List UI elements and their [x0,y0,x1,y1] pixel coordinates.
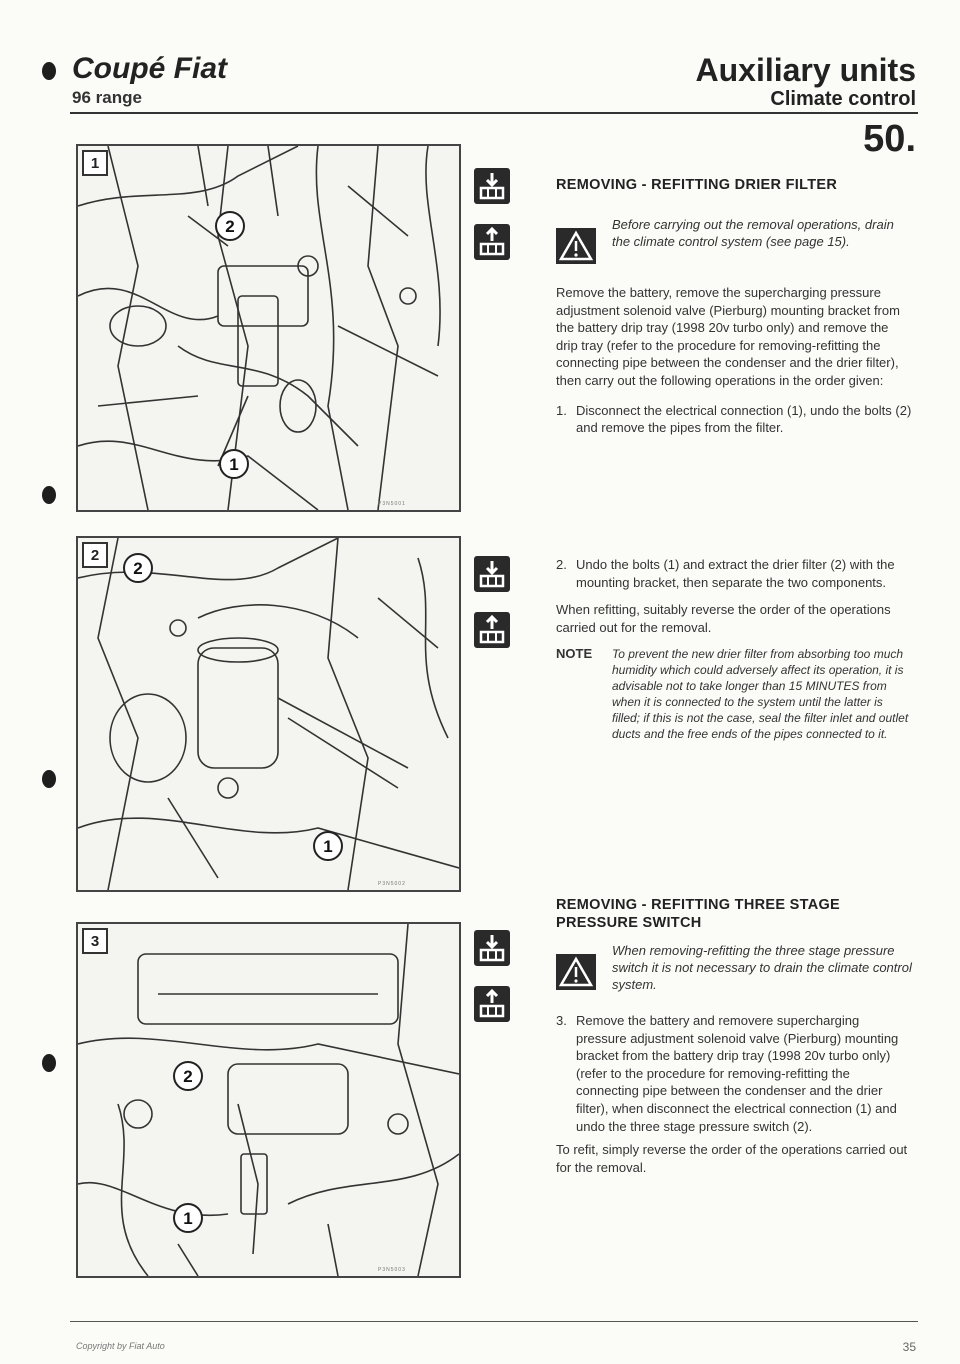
chapter-subtitle: Climate control [770,88,916,110]
chapter-title: Auxiliary units [695,52,916,88]
callout-label: 2 [225,217,235,236]
refit-paragraph: When refitting, suitably reverse the order of the operations carried out for the removal. [556,602,891,635]
page-number: 35 [902,1340,916,1354]
figure-1-illustration [78,146,459,510]
refit-paragraph: To refit, simply reverse the order of the operations carried out for the removal. [556,1142,908,1175]
step-text: Undo the bolts (1) and extract the drier filter (2) with the mounting bracket, then separate the two components. [576,557,895,590]
figure-code: P3N5001 [378,501,406,507]
refitting-icon [474,612,510,648]
binding-hole [42,1054,56,1072]
figure-code: P3N5003 [378,1267,406,1273]
warning-no-drain-text: When removing-refitting the three stage pressure switch it is not necessary to drain the climate control system. [612,943,912,992]
section-number: 50. [863,118,916,160]
warning-icon [556,954,596,990]
step-text: Remove the battery and removere supercharging pressure adjustment solenoid valve (Pierburg) mounting bracket from the battery drip tray (1998 20v turbo only) (refer to the procedure for removing-refitting the connecting pipe between the condenser and the drier filter), when disconnect the electrical connection (1) and undo the three stage pressure switch (2). [576,1013,899,1134]
note-block [556,646,912,742]
binding-hole [42,770,56,788]
removal-icon [474,168,510,204]
step-1 [556,402,912,437]
warning-drain-text: Before carrying out the removal operations, drain the climate control system (see page 15). [612,217,894,249]
manual-title: Coupé Fiat [72,52,227,85]
callout-label: 2 [183,1067,193,1086]
step-3 [556,1012,912,1135]
figure-3-illustration [78,924,459,1276]
note-text: To prevent the new drier filter from absorbing too much humidity which could adversely affect its operation, it is advisable not to take longer than 15 MINUTES from when it is connected to the system until the latter is filled; if this is not the case, seal the filter inlet and outlet ducts and the free ends of the pipes connected to it. [612,647,909,742]
section1-body [556,284,912,437]
manual-range: 96 range [72,88,142,107]
step-number: 1. [556,402,567,418]
refitting-icon [474,986,510,1022]
section-drier-filter [556,176,912,194]
figure-1 [76,144,461,512]
callout-label: 1 [323,837,333,856]
callout-label: 2 [133,559,143,578]
callout-label: 1 [229,455,239,474]
copyright: Copyright by Fiat Auto [76,1341,165,1351]
section1-body-2 [556,556,912,742]
figure-number: 2 [82,542,108,568]
header-rule [70,112,918,114]
figure-2 [76,536,461,892]
figure-2-illustration [78,538,459,890]
intro-paragraph: Remove the battery, remove the supercharging pressure adjustment solenoid valve (Pierburg) mounting bracket from the battery drip tray (1998 20v turbo only) and remove the drip tray (refer to the procedure for removing-refitting the connecting pipe between the condenser and the drier filter), then carry out the following operations in the order given: [556,285,900,388]
note-label: NOTE [556,646,593,662]
section2-body [556,1012,912,1184]
binding-hole [42,486,56,504]
refitting-icon [474,224,510,260]
step-2 [556,556,912,591]
removal-icon [474,556,510,592]
figure-number: 3 [82,928,108,954]
warning-icon [556,228,596,264]
figure-code: P3N5002 [378,881,406,887]
step-number: 2. [556,557,567,572]
step-text: Disconnect the electrical connection (1), undo the bolts (2) and remove the pipes from the filter. [576,402,912,436]
step-number: 3. [556,1013,567,1028]
removal-icon [474,930,510,966]
callout-label: 1 [183,1209,193,1228]
footer-rule [70,1321,918,1322]
figure-3 [76,922,461,1278]
section-heading: REMOVING - REFITTING DRIER FILTER [556,177,838,193]
section-pressure-switch [556,896,912,932]
section-heading: REMOVING - REFITTING THREE STAGE PRESSURE SWITCH [556,897,841,931]
figure-number: 1 [82,150,108,176]
binding-hole [42,62,56,80]
